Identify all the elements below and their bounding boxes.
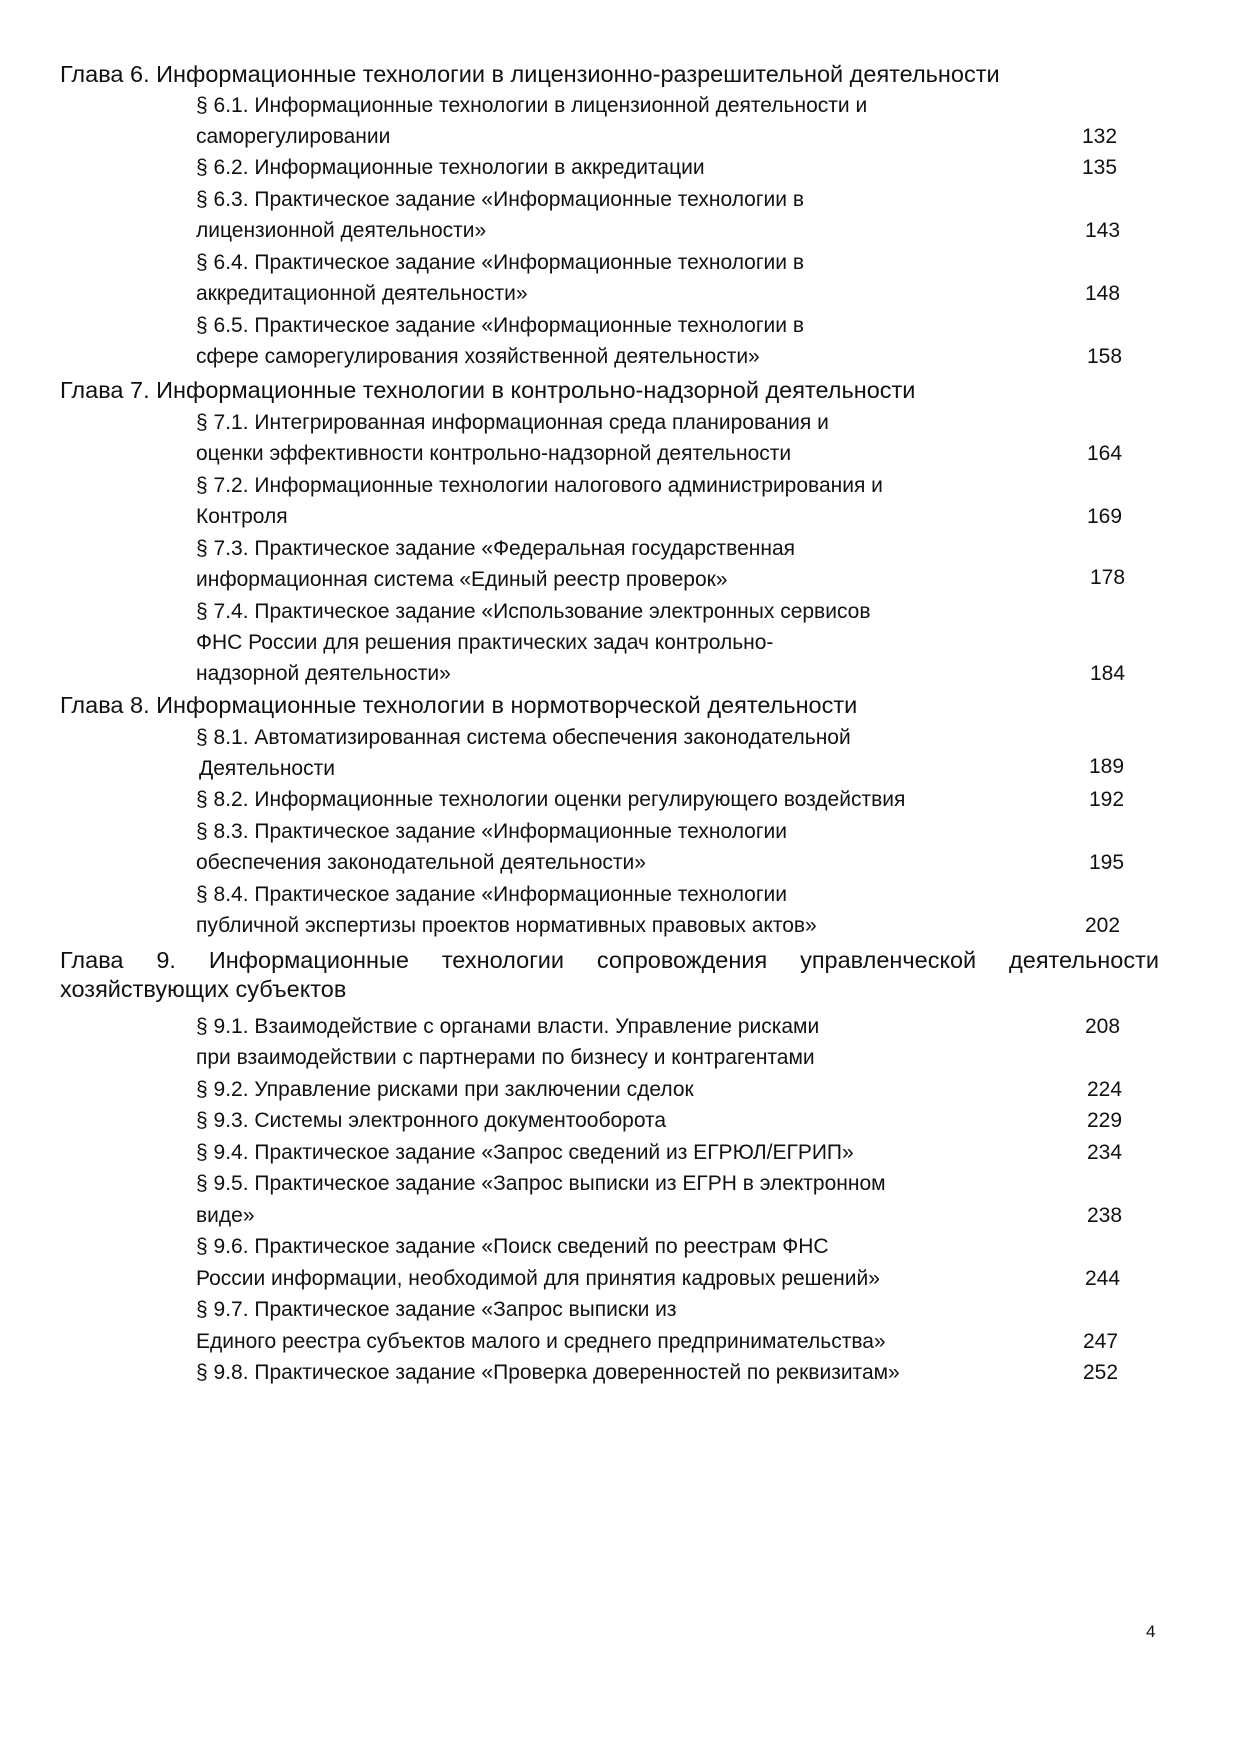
chapter-8-title: Глава 8. Информационные технологии в нормотворческой деятельности — [60, 692, 858, 718]
section-7-4-line-3: надзорной деятельности» — [196, 662, 451, 685]
section-9-5-line-1: § 9.5. Практическое задание «Запрос выписки из ЕГРН в электронном — [196, 1172, 886, 1195]
section-9-4-page: 234 — [1087, 1141, 1123, 1164]
chapter-9-title-line-2: хозяйствующих субъектов — [60, 976, 347, 1002]
section-8-3-page: 195 — [1089, 851, 1125, 874]
section-6-4-page: 148 — [1085, 282, 1121, 305]
section-6-3-line-1: § 6.3. Практическое задание «Информационные технологии в — [196, 188, 804, 211]
chapter-9-word: деятельности — [1009, 947, 1159, 973]
section-6-2-line-1: § 6.2. Информационные технологии в аккредитации — [196, 156, 705, 179]
chapter-7-title: Глава 7. Информационные технологии в контрольно-надзорной деятельности — [60, 377, 916, 403]
section-6-1-line-1: § 6.1. Информационные технологии в лицензионной деятельности и — [196, 94, 868, 117]
section-6-4-line-2: аккредитационной деятельности» — [196, 282, 528, 305]
section-9-3-page: 229 — [1087, 1109, 1123, 1132]
section-6-1-line-2: саморегулировании — [196, 125, 391, 148]
section-9-7-line-2: Единого реестра субъектов малого и среднего предпринимательства» — [196, 1330, 886, 1353]
section-9-1-page: 208 — [1085, 1015, 1121, 1038]
section-7-4-line-2: ФНС России для решения практических задач контрольно- — [196, 631, 774, 654]
section-7-3-page: 178 — [1090, 566, 1126, 589]
section-9-4-line-1: § 9.4. Практическое задание «Запрос сведений из ЕГРЮЛ/ЕГРИП» — [196, 1141, 854, 1164]
chapter-6-title: Глава 6. Информационные технологии в лицензионно-разрешительной деятельности — [60, 61, 1000, 87]
section-7-2-line-2: Контроля — [196, 505, 288, 528]
section-6-3-page: 143 — [1085, 219, 1121, 242]
section-9-6-page: 244 — [1085, 1267, 1121, 1290]
section-9-1-line-2: при взаимодействии с партнерами по бизнесу и контрагентами — [196, 1046, 815, 1069]
section-6-4-line-1: § 6.4. Практическое задание «Информационные технологии в — [196, 251, 804, 274]
page-number: 4 — [1146, 1622, 1156, 1641]
section-9-6-line-2: России информации, необходимой для принятия кадровых решений» — [196, 1267, 880, 1290]
section-7-3-line-1: § 7.3. Практическое задание «Федеральная государственная — [196, 537, 796, 560]
section-7-1-line-1: § 7.1. Интегрированная информационная среда планирования и — [196, 411, 829, 434]
section-7-2-page: 169 — [1087, 505, 1123, 528]
chapter-9-word: сопровождения — [596, 947, 768, 973]
section-8-2-line-1: § 8.2. Информационные технологии оценки регулирующего воздействия — [196, 788, 906, 811]
section-7-4-page: 184 — [1090, 662, 1126, 685]
section-9-5-page: 238 — [1087, 1204, 1123, 1227]
section-6-1-page: 132 — [1082, 125, 1118, 148]
section-7-4-line-1: § 7.4. Практическое задание «Использование электронных сервисов — [196, 600, 871, 623]
section-9-7-page: 247 — [1083, 1330, 1119, 1353]
section-7-3-line-2: информационная система «Единый реестр проверок» — [196, 568, 728, 591]
section-7-2-line-1: § 7.2. Информационные технологии налогового администрирования и — [196, 474, 883, 497]
section-8-2-page: 192 — [1089, 788, 1125, 811]
section-9-6-line-1: § 9.6. Практическое задание «Поиск сведений по реестрам ФНС — [196, 1235, 829, 1258]
section-8-4-line-1: § 8.4. Практическое задание «Информационные технологии — [196, 883, 787, 906]
section-6-5-line-2: сфере саморегулирования хозяйственной деятельности» — [196, 345, 760, 368]
section-9-3-line-1: § 9.3. Системы электронного документооборота — [196, 1109, 667, 1132]
section-9-2-line-1: § 9.2. Управление рисками при заключении сделок — [196, 1078, 694, 1101]
section-9-5-line-2: виде» — [196, 1204, 255, 1227]
chapter-9-title-line-1 — [60, 946, 1159, 974]
chapter-9-word: Информационные — [208, 947, 409, 973]
chapter-9-word: Глава — [60, 947, 124, 973]
section-6-5-line-1: § 6.5. Практическое задание «Информационные технологии в — [196, 314, 804, 337]
chapter-9-word: технологии — [441, 947, 565, 973]
section-8-3-line-2: обеспечения законодательной деятельности» — [196, 851, 646, 874]
section-6-5-page: 158 — [1087, 345, 1123, 368]
section-9-1-line-1: § 9.1. Взаимодействие с органами власти. Управление рисками — [196, 1015, 820, 1038]
chapter-9-word: 9. — [156, 947, 176, 973]
section-8-3-line-1: § 8.3. Практическое задание «Информационные технологии — [196, 820, 787, 843]
section-8-4-page: 202 — [1085, 914, 1121, 937]
section-7-1-line-2: оценки эффективности контрольно-надзорной деятельности — [196, 442, 792, 465]
chapter-9-word: управленческой — [800, 947, 977, 973]
section-8-1-line-1: § 8.1. Автоматизированная система обеспечения законодательной — [196, 726, 851, 749]
section-6-2-page: 135 — [1082, 156, 1118, 179]
section-8-1-line-2: Деятельности — [199, 757, 335, 780]
section-9-7-line-1: § 9.7. Практическое задание «Запрос выписки из — [196, 1298, 677, 1321]
section-9-8-line-1: § 9.8. Практическое задание «Проверка доверенностей по реквизитам» — [196, 1361, 900, 1384]
section-7-1-page: 164 — [1087, 442, 1123, 465]
section-6-3-line-2: лицензионной деятельности» — [196, 219, 487, 242]
section-9-8-page: 252 — [1083, 1361, 1119, 1384]
section-8-4-line-2: публичной экспертизы проектов нормативных правовых актов» — [196, 914, 817, 937]
section-8-1-page: 189 — [1089, 755, 1125, 778]
section-9-2-page: 224 — [1087, 1078, 1123, 1101]
